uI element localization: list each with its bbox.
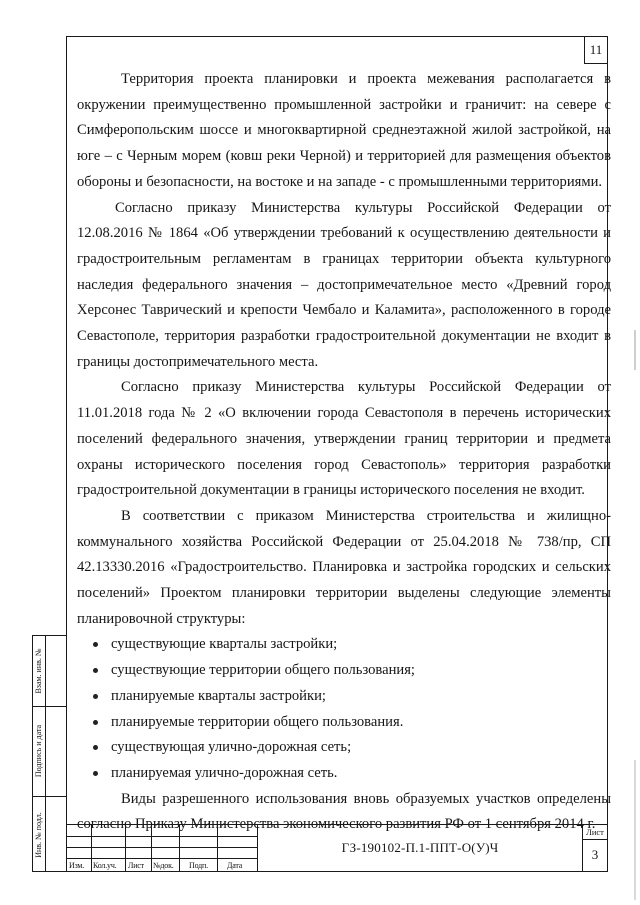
- sheet-box: [583, 825, 607, 871]
- revision-table: [67, 825, 257, 871]
- corner-page-number: 11: [584, 37, 607, 64]
- list-item: существующие кварталы застройки;: [77, 632, 611, 658]
- paragraph-heritage-site: Согласно приказу Министерства культуры Российской Федерации от 12.08.2016 № 1864 «Об утверждении требований к осуществлению деятельности и градостроительным регламентам в границах территории объекта культурного наследия федерального значения – достопримечательное место «Древний город Херсонес Таврический и крепости Чембало и Каламита», расположенного в городе Севастополе, территория разработки градостроительной документации не входит в границы достопримечательного места.: [77, 199, 611, 370]
- column-header: №док.: [153, 861, 174, 870]
- list-item: планируемые кварталы застройки;: [77, 684, 611, 710]
- list-item: существующие территории общего пользования;: [77, 658, 611, 684]
- title-block: [67, 824, 607, 871]
- scan-artifact: [634, 760, 636, 900]
- original-inventory-label: Инв. № подл.: [34, 812, 43, 858]
- table-divider: [67, 847, 257, 848]
- paragraph-boundaries: Территория проекта планировки и проекта межевания располагается в окружении преимущественно промышленной застройки и граничит: на севере с Симферопольским шоссе и многоквартирной среднеэтажной жилой застройкой, на юге – с Черным морем (ковш реки Черной) и территорией для размещения объектов обороны и безопасности, на востоке и на западе - с промышленными территориями.: [77, 71, 611, 190]
- document-body: [67, 67, 611, 838]
- paragraph-planning-structure: В соответствии с приказом Министерства строительства и жилищно-коммунального хозяйства Российской Федерации от 25.04.2018 № 738/пр, СП 42.13330.2016 «Градостроительство. Планировка и застройка городских и сельских поселений» Проектом планировки территории выделены следующие элементы планировочной структуры:: [77, 507, 611, 627]
- paragraph-land-use: Виды разрешенного использования вновь образуемых участков определены согласно Приказу Министерства экономического развития РФ от 1 сентября 2014 г.: [77, 790, 611, 833]
- list-item: планируемая улично-дорожная сеть.: [77, 761, 611, 787]
- column-header: Подп.: [189, 861, 208, 870]
- paragraph-historic-settlement: Согласно приказу Министерства культуры Российской Федерации от 11.01.2018 года № 2 «О включении города Севастополя в перечень исторических поселений федерального значения, утверждении границ территории и предмета охраны исторического поселения город Севастополь» территория разработки градостроительной документации в границы исторического поселения не входит.: [77, 379, 611, 499]
- scan-artifact: [634, 330, 636, 370]
- side-approval-strip: [32, 635, 66, 872]
- document-code: ГЗ-190102-П.1-ППТ-О(У)Ч: [257, 825, 583, 871]
- sheet-number: 3: [591, 847, 599, 862]
- column-header: Изм.: [69, 861, 85, 870]
- strip-divider: [45, 636, 46, 871]
- column-header: Лист: [128, 861, 144, 870]
- signature-date-label: Подпись и дата: [34, 724, 43, 778]
- revision-table-header: [67, 859, 257, 871]
- planning-elements-list: [77, 632, 611, 786]
- replacement-inventory-label: Взам. инв. №: [34, 648, 43, 694]
- sheet-label: Лист: [583, 825, 607, 840]
- list-item: существующая улично-дорожная сеть;: [77, 735, 611, 761]
- list-item: планируемые территории общего пользования.: [77, 710, 611, 736]
- column-header: Дата: [227, 861, 243, 870]
- column-header: Кол.уч.: [93, 861, 117, 870]
- page-frame: [66, 36, 611, 872]
- table-divider: [67, 836, 257, 837]
